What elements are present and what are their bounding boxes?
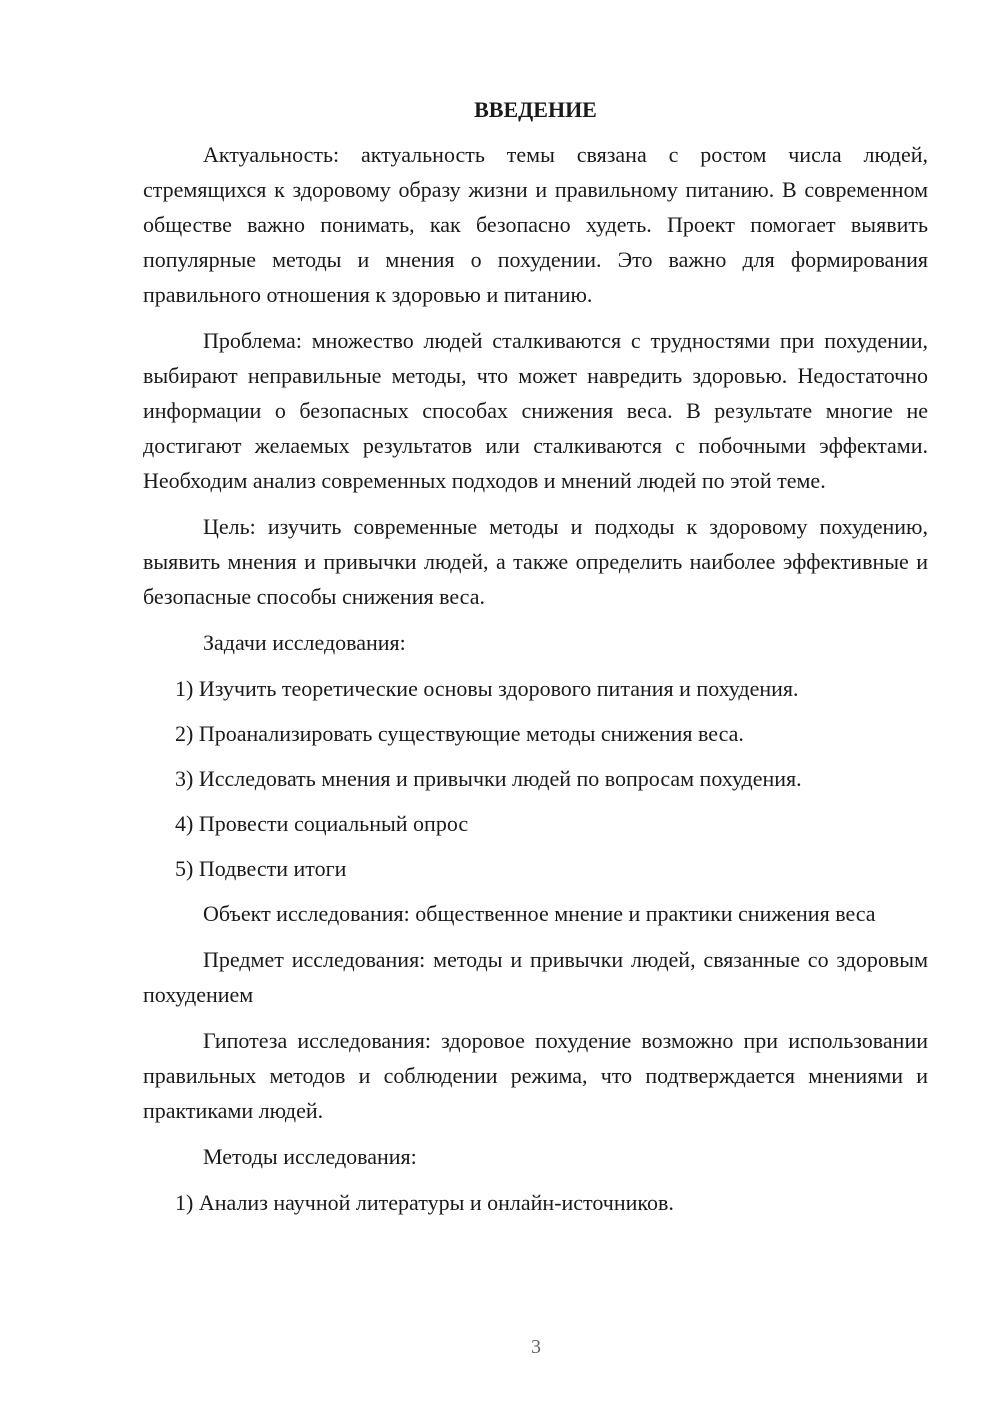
- task-item: 1) Изучить теоретические основы здорового питания и похудения.: [175, 676, 799, 701]
- methods-heading: Методы исследования:: [203, 1144, 417, 1169]
- page-title: ВВЕДЕНИЕ: [474, 97, 597, 122]
- task-item: 2) Проанализировать существующие методы снижения веса.: [175, 721, 744, 746]
- object-paragraph: Объект исследования: общественное мнение и практики снижения веса: [203, 901, 876, 926]
- hypothesis-paragraph: Гипотеза исследования: здоровое похудение возможно при использовании правильных методов и соблюдении режима, что подтверждается мнениями и практиками людей.: [143, 1028, 928, 1123]
- page-number: 3: [531, 1336, 541, 1358]
- methods-list: [143, 1185, 928, 1220]
- task-item: 4) Провести социальный опрос: [175, 811, 469, 836]
- task-item: 5) Подвести итоги: [175, 856, 347, 881]
- problem-paragraph: Проблема: множество людей сталкиваются с трудностями при похудении, выбирают неправильные методы, что может навредить здоровью. Недостаточно информации о безопасных способах снижения веса. В результате многие не достигают желаемых результатов или сталкиваются с побочными эффектами. Необходим анализ современных подходов и мнений людей по этой теме.: [143, 328, 928, 493]
- method-item: 1) Анализ научной литературы и онлайн-источников.: [175, 1190, 674, 1215]
- page-content: [143, 95, 928, 1230]
- goal-paragraph: Цель: изучить современные методы и подходы к здоровому похудению, выявить мнения и привычки людей, а также определить наиболее эффективные и безопасные способы снижения веса.: [143, 514, 928, 609]
- subject-paragraph: Предмет исследования: методы и привычки людей, связанные со здоровым похудением: [143, 947, 928, 1007]
- tasks-list: [143, 671, 928, 886]
- relevance-paragraph: Актуальность: актуальность темы связана с ростом числа людей, стремящихся к здоровому образу жизни и правильному питанию. В современном обществе важно понимать, как безопасно худеть. Проект помогает выявить популярные методы и мнения о похудении. Это важно для формирования правильного отношения к здоровью и питанию.: [143, 142, 928, 307]
- task-item: 3) Исследовать мнения и привычки людей по вопросам похудения.: [175, 766, 802, 791]
- tasks-heading: Задачи исследования:: [203, 630, 406, 655]
